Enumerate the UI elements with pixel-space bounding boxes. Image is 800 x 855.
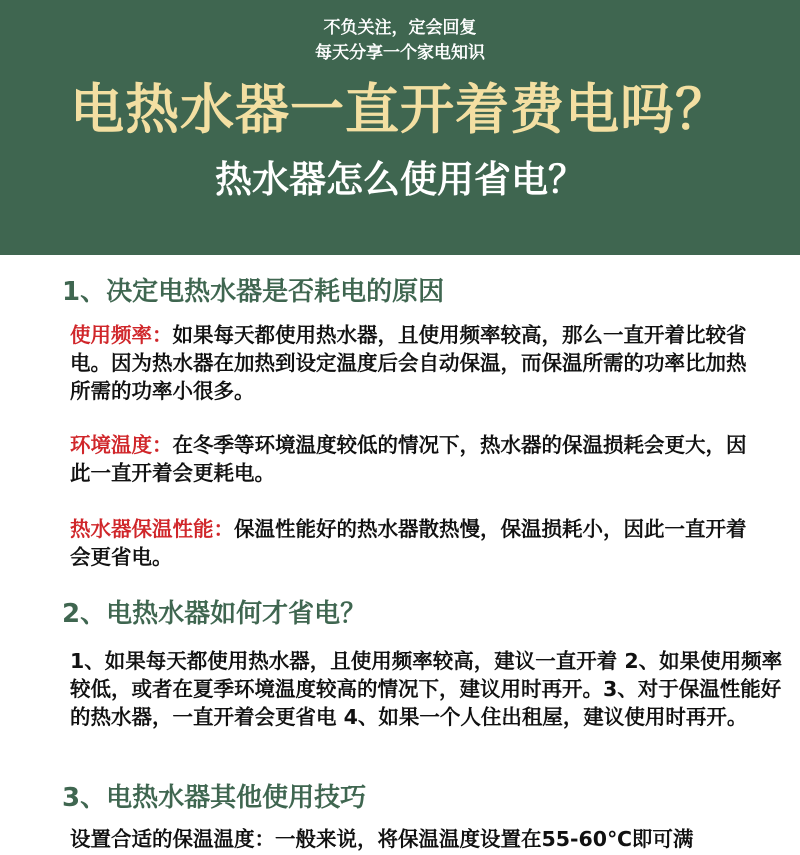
text-usage-frequency: 如果每天都使用热水器，且使用频率较高，那么一直开着比较省电。因为热水器在加热到设定温度后会自动保温，而保温所需的功率比加热所需的功率小很多。 [70,323,747,403]
page-title: 电热水器一直开着费电吗？ [70,78,730,141]
tagline-daily-tip: 每天分享一个家电知识 [315,43,485,63]
paragraph-saving-tips: 1、如果每天都使用热水器，且使用频率较高，建议一直开着 2、如果使用频率较低，或者在夏季环境温度较高的情况下，建议用时再开。3、对于保温性能好的热水器，一直开着会更省电 4、如果一个人住出租屋，建议使用时再开。 [70,649,783,729]
paragraph-insulation-performance [70,515,760,571]
paragraph-ambient-temperature [70,431,760,487]
label-insulation-performance: 热水器保温性能： [70,517,234,541]
tagline-follow: 不负关注，定会回复 [323,18,477,38]
section-heading-other-tips: 3、电热水器其他使用技巧 [62,783,367,813]
text-insulation-performance: 保温性能好的热水器散热慢，保温损耗小，因此一直开着会更省电。 [70,517,747,569]
page-subtitle: 热水器怎么使用省电？ [215,158,585,201]
label-ambient-temperature: 环境温度： [70,433,173,457]
article-body [0,255,800,855]
section-heading-causes: 1、决定电热水器是否耗电的原因 [62,277,445,307]
section-heading-saving-tips: 2、电热水器如何才省电？ [62,599,367,629]
header-banner [0,0,800,255]
paragraph-usage-frequency [70,321,760,405]
label-usage-frequency: 使用频率： [70,323,173,347]
text-ambient-temperature: 在冬季等环境温度较低的情况下，热水器的保温损耗会更大，因此一直开着会更耗电。 [70,433,747,485]
paragraph-other-tips: 设置合适的保温温度：一般来说，将保温温度设置在55-60℃即可满 [70,827,694,851]
